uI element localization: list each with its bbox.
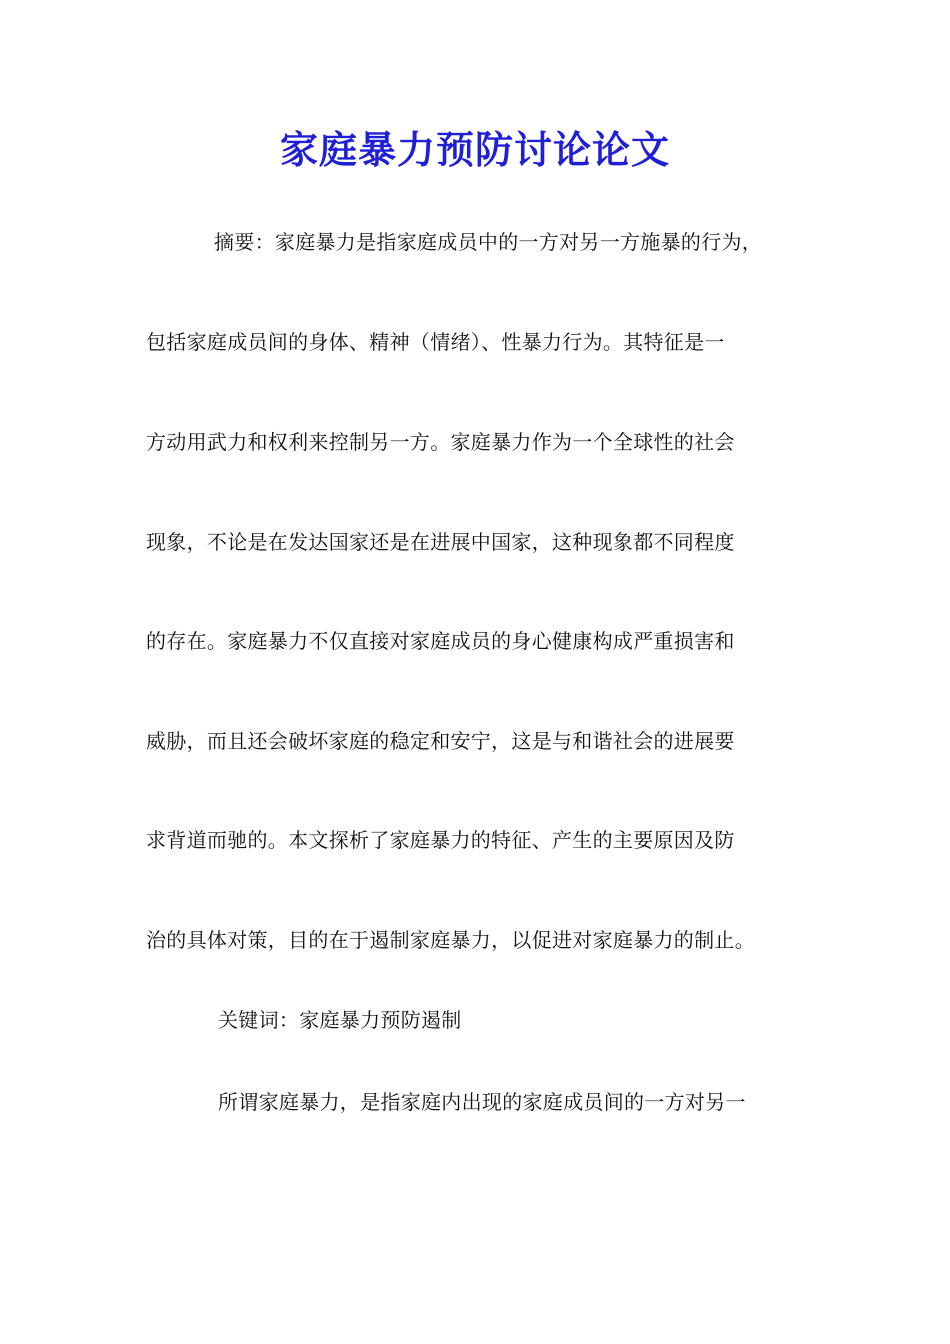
document-title: 家庭暴力预防讨论论文	[279, 127, 670, 172]
abstract-line-2: 包括家庭成员间的身体、精神（情绪）、性暴力行为。其特征是一	[146, 330, 725, 354]
abstract-line-3: 方动用武力和权利来控制另一方。家庭暴力作为一个全球性的社会	[146, 430, 735, 454]
body-paragraph-line-1: 所谓家庭暴力，是指家庭内出现的家庭成员间的一方对另一	[218, 1090, 746, 1114]
abstract-line-7: 求背道而驰的。本文探析了家庭暴力的特征、产生的主要原因及防	[146, 828, 735, 852]
abstract-line-8: 治的具体对策，目的在于遏制家庭暴力，以促进对家庭暴力的制止。	[146, 928, 755, 952]
abstract-line-5: 的存在。家庭暴力不仅直接对家庭成员的身心健康构成严重损害和	[146, 629, 735, 653]
abstract-line-6: 威胁，而且还会破坏家庭的稳定和安宁，这是与和谐社会的进展要	[146, 729, 735, 753]
keywords-line: 关键词：家庭暴力预防遏制	[218, 1008, 462, 1032]
abstract-line-4: 现象，不论是在发达国家还是在进展中国家，这种现象都不同程度	[146, 530, 735, 554]
abstract-line-1: 摘要：家庭暴力是指家庭成员中的一方对另一方施暴的行为，	[214, 230, 763, 254]
